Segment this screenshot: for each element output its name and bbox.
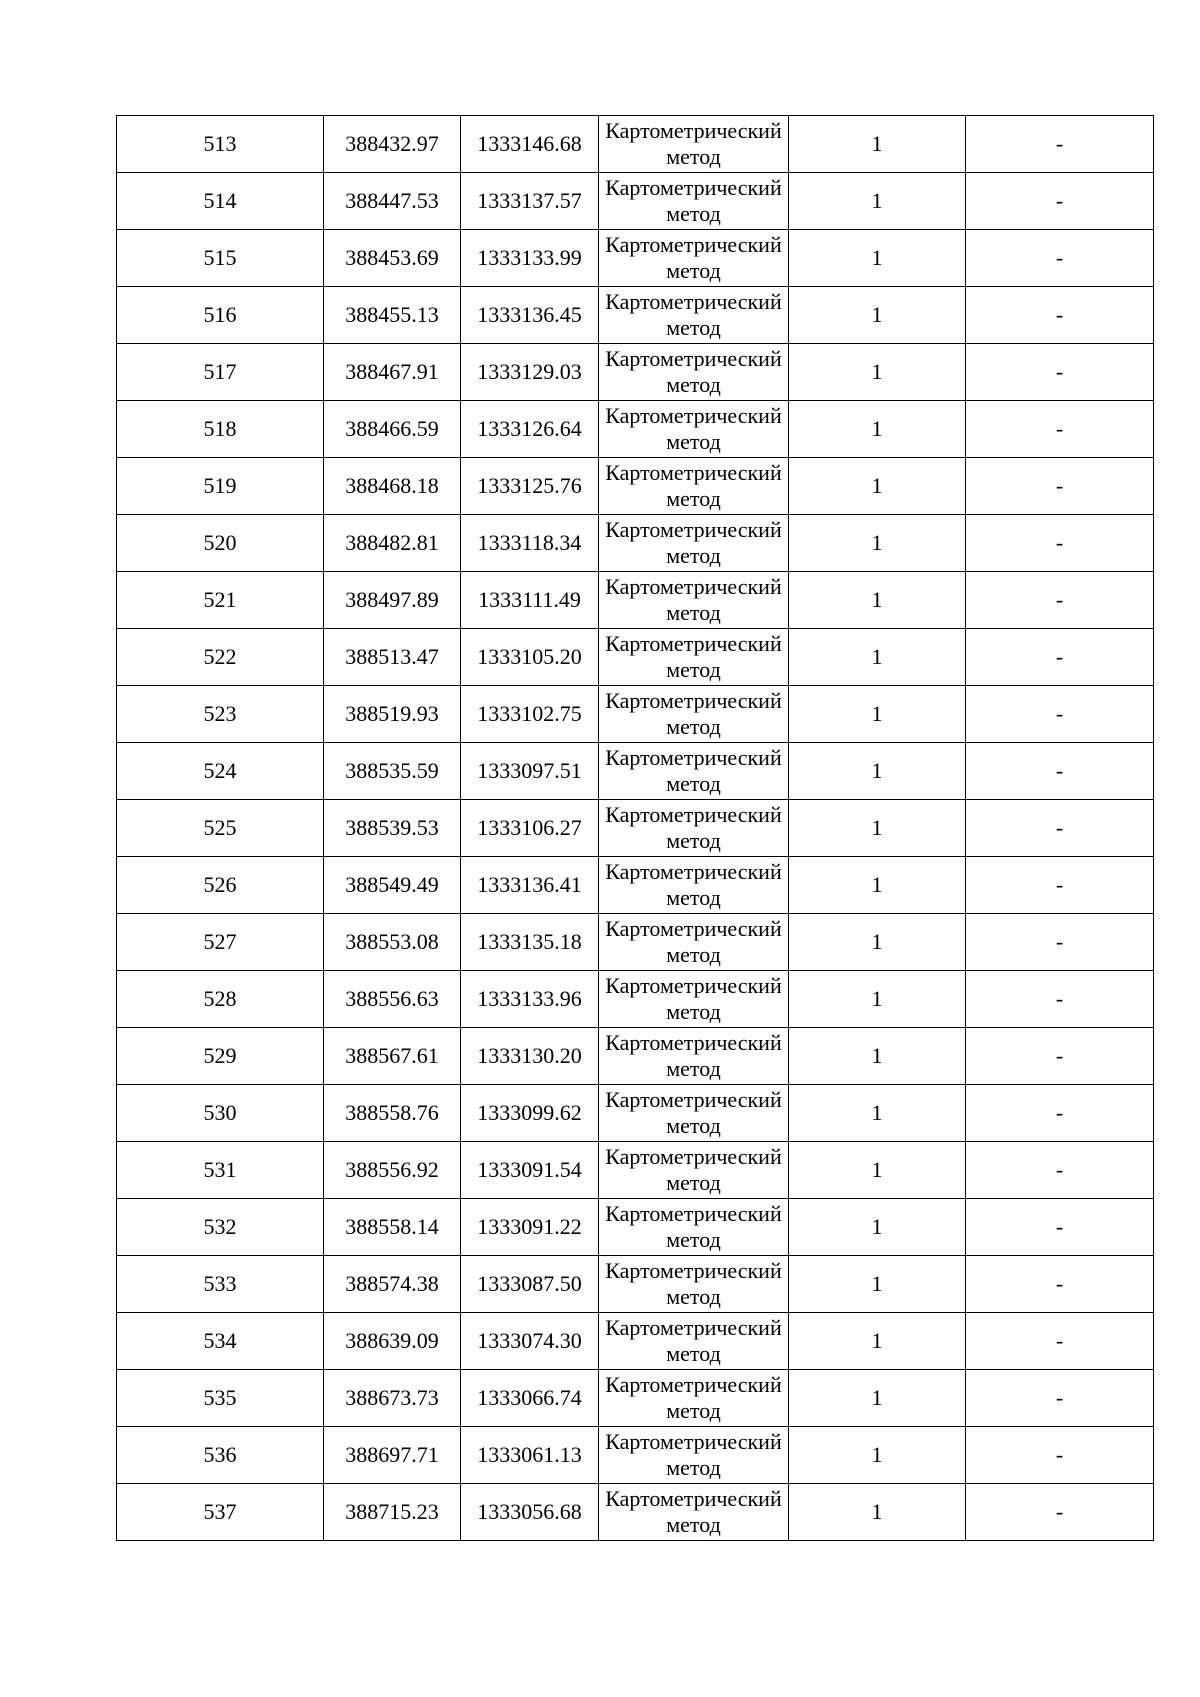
- point-number-cell: 537: [117, 1484, 324, 1541]
- note-cell: -: [966, 857, 1154, 914]
- point-number-cell: 534: [117, 1313, 324, 1370]
- table-row: [117, 1484, 1154, 1541]
- table-row: [117, 1313, 1154, 1370]
- table-row: [117, 344, 1154, 401]
- point-number-cell: 516: [117, 287, 324, 344]
- point-number-cell: 525: [117, 800, 324, 857]
- y-coordinate-cell: 1333118.34: [461, 515, 599, 572]
- accuracy-cell: 1: [789, 116, 966, 173]
- method-cell: Картометрический метод: [599, 116, 789, 173]
- table-row: [117, 458, 1154, 515]
- accuracy-cell: 1: [789, 971, 966, 1028]
- x-coordinate-cell: 388549.49: [324, 857, 461, 914]
- x-coordinate-cell: 388519.93: [324, 686, 461, 743]
- note-cell: -: [966, 116, 1154, 173]
- table-row: [117, 1199, 1154, 1256]
- method-cell: Картометрический метод: [599, 629, 789, 686]
- accuracy-cell: 1: [789, 743, 966, 800]
- point-number-cell: 533: [117, 1256, 324, 1313]
- method-cell: Картометрический метод: [599, 800, 789, 857]
- accuracy-cell: 1: [789, 629, 966, 686]
- y-coordinate-cell: 1333129.03: [461, 344, 599, 401]
- table-row: [117, 1028, 1154, 1085]
- x-coordinate-cell: 388468.18: [324, 458, 461, 515]
- method-cell: Картометрический метод: [599, 1085, 789, 1142]
- accuracy-cell: 1: [789, 1256, 966, 1313]
- table-row: [117, 401, 1154, 458]
- y-coordinate-cell: 1333125.76: [461, 458, 599, 515]
- note-cell: -: [966, 1142, 1154, 1199]
- accuracy-cell: 1: [789, 1199, 966, 1256]
- method-cell: Картометрический метод: [599, 1142, 789, 1199]
- table-row: [117, 1142, 1154, 1199]
- y-coordinate-cell: 1333066.74: [461, 1370, 599, 1427]
- x-coordinate-cell: 388556.63: [324, 971, 461, 1028]
- table-row: [117, 116, 1154, 173]
- note-cell: -: [966, 287, 1154, 344]
- note-cell: -: [966, 173, 1154, 230]
- x-coordinate-cell: 388639.09: [324, 1313, 461, 1370]
- note-cell: -: [966, 629, 1154, 686]
- method-cell: Картометрический метод: [599, 344, 789, 401]
- note-cell: -: [966, 1028, 1154, 1085]
- note-cell: -: [966, 914, 1154, 971]
- x-coordinate-cell: 388447.53: [324, 173, 461, 230]
- note-cell: -: [966, 971, 1154, 1028]
- method-cell: Картометрический метод: [599, 230, 789, 287]
- accuracy-cell: 1: [789, 686, 966, 743]
- point-number-cell: 517: [117, 344, 324, 401]
- point-number-cell: 529: [117, 1028, 324, 1085]
- table-row: [117, 515, 1154, 572]
- point-number-cell: 528: [117, 971, 324, 1028]
- y-coordinate-cell: 1333137.57: [461, 173, 599, 230]
- point-number-cell: 536: [117, 1427, 324, 1484]
- accuracy-cell: 1: [789, 515, 966, 572]
- y-coordinate-cell: 1333074.30: [461, 1313, 599, 1370]
- table-row: [117, 1085, 1154, 1142]
- accuracy-cell: 1: [789, 173, 966, 230]
- note-cell: -: [966, 686, 1154, 743]
- x-coordinate-cell: 388466.59: [324, 401, 461, 458]
- accuracy-cell: 1: [789, 344, 966, 401]
- note-cell: -: [966, 401, 1154, 458]
- y-coordinate-cell: 1333126.64: [461, 401, 599, 458]
- x-coordinate-cell: 388673.73: [324, 1370, 461, 1427]
- x-coordinate-cell: 388513.47: [324, 629, 461, 686]
- y-coordinate-cell: 1333097.51: [461, 743, 599, 800]
- table-row: [117, 857, 1154, 914]
- method-cell: Картометрический метод: [599, 1484, 789, 1541]
- x-coordinate-cell: 388497.89: [324, 572, 461, 629]
- x-coordinate-cell: 388567.61: [324, 1028, 461, 1085]
- method-cell: Картометрический метод: [599, 1313, 789, 1370]
- accuracy-cell: 1: [789, 1427, 966, 1484]
- note-cell: -: [966, 1427, 1154, 1484]
- point-number-cell: 524: [117, 743, 324, 800]
- x-coordinate-cell: 388553.08: [324, 914, 461, 971]
- x-coordinate-cell: 388715.23: [324, 1484, 461, 1541]
- method-cell: Картометрический метод: [599, 1370, 789, 1427]
- accuracy-cell: 1: [789, 1484, 966, 1541]
- accuracy-cell: 1: [789, 1028, 966, 1085]
- point-number-cell: 518: [117, 401, 324, 458]
- accuracy-cell: 1: [789, 1313, 966, 1370]
- point-number-cell: 513: [117, 116, 324, 173]
- note-cell: -: [966, 1199, 1154, 1256]
- table-row: [117, 743, 1154, 800]
- method-cell: Картометрический метод: [599, 515, 789, 572]
- method-cell: Картометрический метод: [599, 572, 789, 629]
- method-cell: Картометрический метод: [599, 1199, 789, 1256]
- x-coordinate-cell: 388697.71: [324, 1427, 461, 1484]
- method-cell: Картометрический метод: [599, 1256, 789, 1313]
- table-row: [117, 287, 1154, 344]
- method-cell: Картометрический метод: [599, 401, 789, 458]
- point-number-cell: 527: [117, 914, 324, 971]
- note-cell: -: [966, 458, 1154, 515]
- y-coordinate-cell: 1333099.62: [461, 1085, 599, 1142]
- note-cell: -: [966, 1484, 1154, 1541]
- accuracy-cell: 1: [789, 800, 966, 857]
- point-number-cell: 520: [117, 515, 324, 572]
- x-coordinate-cell: 388556.92: [324, 1142, 461, 1199]
- y-coordinate-cell: 1333091.22: [461, 1199, 599, 1256]
- table-row: [117, 1256, 1154, 1313]
- method-cell: Картометрический метод: [599, 914, 789, 971]
- note-cell: -: [966, 344, 1154, 401]
- x-coordinate-cell: 388455.13: [324, 287, 461, 344]
- note-cell: -: [966, 1370, 1154, 1427]
- y-coordinate-cell: 1333136.41: [461, 857, 599, 914]
- point-number-cell: 521: [117, 572, 324, 629]
- point-number-cell: 535: [117, 1370, 324, 1427]
- table-row: [117, 686, 1154, 743]
- table-row: [117, 1370, 1154, 1427]
- y-coordinate-cell: 1333130.20: [461, 1028, 599, 1085]
- y-coordinate-cell: 1333133.96: [461, 971, 599, 1028]
- method-cell: Картометрический метод: [599, 1427, 789, 1484]
- y-coordinate-cell: 1333061.13: [461, 1427, 599, 1484]
- accuracy-cell: 1: [789, 1085, 966, 1142]
- point-number-cell: 523: [117, 686, 324, 743]
- y-coordinate-cell: 1333146.68: [461, 116, 599, 173]
- x-coordinate-cell: 388574.38: [324, 1256, 461, 1313]
- y-coordinate-cell: 1333102.75: [461, 686, 599, 743]
- note-cell: -: [966, 1085, 1154, 1142]
- point-number-cell: 532: [117, 1199, 324, 1256]
- note-cell: -: [966, 1313, 1154, 1370]
- note-cell: -: [966, 1256, 1154, 1313]
- note-cell: -: [966, 743, 1154, 800]
- x-coordinate-cell: 388558.76: [324, 1085, 461, 1142]
- y-coordinate-cell: 1333056.68: [461, 1484, 599, 1541]
- point-number-cell: 531: [117, 1142, 324, 1199]
- note-cell: -: [966, 572, 1154, 629]
- x-coordinate-cell: 388453.69: [324, 230, 461, 287]
- note-cell: -: [966, 800, 1154, 857]
- accuracy-cell: 1: [789, 572, 966, 629]
- accuracy-cell: 1: [789, 287, 966, 344]
- y-coordinate-cell: 1333106.27: [461, 800, 599, 857]
- table-row: [117, 1427, 1154, 1484]
- coordinates-table: [116, 115, 1154, 1541]
- point-number-cell: 522: [117, 629, 324, 686]
- accuracy-cell: 1: [789, 401, 966, 458]
- method-cell: Картометрический метод: [599, 857, 789, 914]
- y-coordinate-cell: 1333111.49: [461, 572, 599, 629]
- y-coordinate-cell: 1333087.50: [461, 1256, 599, 1313]
- point-number-cell: 515: [117, 230, 324, 287]
- accuracy-cell: 1: [789, 1370, 966, 1427]
- accuracy-cell: 1: [789, 857, 966, 914]
- point-number-cell: 526: [117, 857, 324, 914]
- method-cell: Картометрический метод: [599, 686, 789, 743]
- table-row: [117, 914, 1154, 971]
- note-cell: -: [966, 230, 1154, 287]
- y-coordinate-cell: 1333133.99: [461, 230, 599, 287]
- x-coordinate-cell: 388482.81: [324, 515, 461, 572]
- y-coordinate-cell: 1333105.20: [461, 629, 599, 686]
- method-cell: Картометрический метод: [599, 173, 789, 230]
- note-cell: -: [966, 515, 1154, 572]
- method-cell: Картометрический метод: [599, 743, 789, 800]
- x-coordinate-cell: 388539.53: [324, 800, 461, 857]
- x-coordinate-cell: 388467.91: [324, 344, 461, 401]
- accuracy-cell: 1: [789, 1142, 966, 1199]
- y-coordinate-cell: 1333091.54: [461, 1142, 599, 1199]
- table-row: [117, 971, 1154, 1028]
- point-number-cell: 519: [117, 458, 324, 515]
- point-number-cell: 514: [117, 173, 324, 230]
- accuracy-cell: 1: [789, 230, 966, 287]
- coordinates-table-body: [117, 116, 1154, 1541]
- method-cell: Картометрический метод: [599, 458, 789, 515]
- point-number-cell: 530: [117, 1085, 324, 1142]
- x-coordinate-cell: 388558.14: [324, 1199, 461, 1256]
- table-row: [117, 572, 1154, 629]
- table-row: [117, 173, 1154, 230]
- y-coordinate-cell: 1333135.18: [461, 914, 599, 971]
- x-coordinate-cell: 388535.59: [324, 743, 461, 800]
- table-row: [117, 230, 1154, 287]
- x-coordinate-cell: 388432.97: [324, 116, 461, 173]
- table-row: [117, 629, 1154, 686]
- method-cell: Картометрический метод: [599, 1028, 789, 1085]
- method-cell: Картометрический метод: [599, 971, 789, 1028]
- method-cell: Картометрический метод: [599, 287, 789, 344]
- y-coordinate-cell: 1333136.45: [461, 287, 599, 344]
- accuracy-cell: 1: [789, 914, 966, 971]
- accuracy-cell: 1: [789, 458, 966, 515]
- table-row: [117, 800, 1154, 857]
